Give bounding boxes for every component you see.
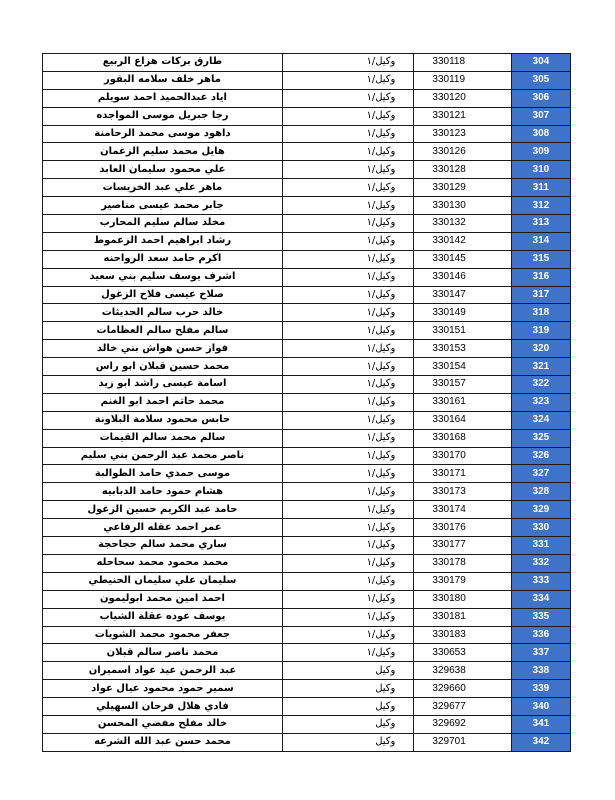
sequence-number-cell: 332	[511, 554, 570, 572]
service-number-cell: 330145	[414, 250, 511, 268]
sequence-number-cell: 317	[511, 286, 570, 304]
sequence-number-cell: 324	[511, 411, 570, 429]
service-number-cell: 330130	[414, 197, 511, 215]
table-row	[43, 250, 571, 268]
table-row	[43, 715, 571, 733]
personnel-table-body	[43, 54, 571, 752]
service-number-cell: 329638	[414, 662, 511, 680]
table-row	[43, 197, 571, 215]
sequence-number-cell: 336	[511, 626, 570, 644]
table-row	[43, 143, 571, 161]
name-cell: اشرف يوسف سليم بني سعيد	[43, 268, 283, 286]
name-cell: سالم محمد سالم القيمات	[43, 429, 283, 447]
service-number-cell: 330149	[414, 304, 511, 322]
table-row	[43, 662, 571, 680]
name-cell: خالد مفلح مفضي المحسن	[43, 715, 283, 733]
table-row	[43, 590, 571, 608]
service-number-cell: 330146	[414, 268, 511, 286]
name-cell: فادي هلال فرحان السهيلي	[43, 698, 283, 716]
table-row	[43, 232, 571, 250]
rank-cell: وكيل/١	[282, 89, 413, 107]
table-row	[43, 376, 571, 394]
sequence-number-cell: 311	[511, 179, 570, 197]
sequence-number-cell: 329	[511, 501, 570, 519]
table-row	[43, 161, 571, 179]
table-row	[43, 644, 571, 662]
sequence-number-cell: 327	[511, 465, 570, 483]
table-row	[43, 429, 571, 447]
service-number-cell: 330132	[414, 215, 511, 233]
sequence-number-cell: 330	[511, 519, 570, 537]
name-cell: جابر محمد عيسى مناصير	[43, 197, 283, 215]
rank-cell: وكيل/١	[282, 304, 413, 322]
table-row	[43, 572, 571, 590]
rank-cell: وكيل/١	[282, 340, 413, 358]
service-number-cell: 330170	[414, 447, 511, 465]
name-cell: عبد الرحمن عيد عواد اسميران	[43, 662, 283, 680]
rank-cell: وكيل/١	[282, 376, 413, 394]
table-row	[43, 501, 571, 519]
service-number-cell: 330118	[414, 54, 511, 72]
rank-cell: وكيل/١	[282, 537, 413, 555]
service-number-cell: 330174	[414, 501, 511, 519]
name-cell: سليمان علي سليمان الحنيطي	[43, 572, 283, 590]
service-number-cell: 330181	[414, 608, 511, 626]
sequence-number-cell: 341	[511, 715, 570, 733]
sequence-number-cell: 307	[511, 107, 570, 125]
table-row	[43, 71, 571, 89]
service-number-cell: 330129	[414, 179, 511, 197]
table-row	[43, 286, 571, 304]
service-number-cell: 330177	[414, 537, 511, 555]
service-number-cell: 330153	[414, 340, 511, 358]
sequence-number-cell: 306	[511, 89, 570, 107]
name-cell: هشام حمود حامد الدبابيه	[43, 483, 283, 501]
table-row	[43, 608, 571, 626]
name-cell: رشاد ابراهيم احمد الزعموط	[43, 232, 283, 250]
name-cell: موسى حمدي حامد الطوالبة	[43, 465, 283, 483]
rank-cell: وكيل/١	[282, 626, 413, 644]
sequence-number-cell: 323	[511, 393, 570, 411]
name-cell: سمير حمود محمود عيال عواد	[43, 680, 283, 698]
sequence-number-cell: 315	[511, 250, 570, 268]
table-row	[43, 268, 571, 286]
name-cell: خالد حرب سالم الحديثات	[43, 304, 283, 322]
table-row	[43, 54, 571, 72]
name-cell: سالم مفلح سالم العظامات	[43, 322, 283, 340]
rank-cell: وكيل/١	[282, 268, 413, 286]
rank-cell: وكيل/١	[282, 590, 413, 608]
table-row	[43, 733, 571, 751]
sequence-number-cell: 305	[511, 71, 570, 89]
table-row	[43, 179, 571, 197]
sequence-number-cell: 321	[511, 358, 570, 376]
name-cell: ناصر محمد عبد الرحمن بني سليم	[43, 447, 283, 465]
name-cell: هايل محمد سليم الزغمان	[43, 143, 283, 161]
rank-cell: وكيل	[282, 662, 413, 680]
personnel-table	[42, 53, 571, 752]
table-row	[43, 340, 571, 358]
rank-cell: وكيل/١	[282, 286, 413, 304]
name-cell: محمد حاتم احمد ابو الغنم	[43, 393, 283, 411]
service-number-cell: 330180	[414, 590, 511, 608]
service-number-cell: 330178	[414, 554, 511, 572]
service-number-cell: 330164	[414, 411, 511, 429]
name-cell: رجا جبريل موسى المواجده	[43, 107, 283, 125]
service-number-cell: 330653	[414, 644, 511, 662]
service-number-cell: 330157	[414, 376, 511, 394]
rank-cell: وكيل/١	[282, 483, 413, 501]
rank-cell: وكيل/١	[282, 161, 413, 179]
sequence-number-cell: 338	[511, 662, 570, 680]
name-cell: محمد ناصر سالم قبلان	[43, 644, 283, 662]
sequence-number-cell: 325	[511, 429, 570, 447]
sequence-number-cell: 331	[511, 537, 570, 555]
rank-cell: وكيل/١	[282, 572, 413, 590]
sequence-number-cell: 334	[511, 590, 570, 608]
rank-cell: وكيل/١	[282, 429, 413, 447]
rank-cell: وكيل/١	[282, 644, 413, 662]
table-row	[43, 447, 571, 465]
name-cell: داهود موسى محمد الرحامنة	[43, 125, 283, 143]
rank-cell: وكيل/١	[282, 107, 413, 125]
table-row	[43, 698, 571, 716]
service-number-cell: 330126	[414, 143, 511, 161]
rank-cell: وكيل/١	[282, 232, 413, 250]
service-number-cell: 329692	[414, 715, 511, 733]
rank-cell: وكيل	[282, 733, 413, 751]
name-cell: طارق بركات هزاع الربيع	[43, 54, 283, 72]
sequence-number-cell: 335	[511, 608, 570, 626]
sequence-number-cell: 318	[511, 304, 570, 322]
sequence-number-cell: 322	[511, 376, 570, 394]
name-cell: يوسف عوده عقلة الشياب	[43, 608, 283, 626]
name-cell: علي محمود سليمان العابد	[43, 161, 283, 179]
name-cell: محمد حسين قبلان ابو راس	[43, 358, 283, 376]
sequence-number-cell: 328	[511, 483, 570, 501]
rank-cell: وكيل/١	[282, 358, 413, 376]
rank-cell: وكيل/١	[282, 608, 413, 626]
rank-cell: وكيل/١	[282, 554, 413, 572]
service-number-cell: 330123	[414, 125, 511, 143]
rank-cell: وكيل	[282, 698, 413, 716]
sequence-number-cell: 313	[511, 215, 570, 233]
rank-cell: وكيل/١	[282, 143, 413, 161]
service-number-cell: 330173	[414, 483, 511, 501]
name-cell: عمر احمد عقله الرفاعي	[43, 519, 283, 537]
table-row	[43, 519, 571, 537]
service-number-cell: 330147	[414, 286, 511, 304]
service-number-cell: 330168	[414, 429, 511, 447]
name-cell: جعفر محمود محمد الشويات	[43, 626, 283, 644]
sequence-number-cell: 314	[511, 232, 570, 250]
sequence-number-cell: 316	[511, 268, 570, 286]
sequence-number-cell: 312	[511, 197, 570, 215]
service-number-cell: 330161	[414, 393, 511, 411]
service-number-cell: 330128	[414, 161, 511, 179]
table-row	[43, 358, 571, 376]
name-cell: محمد محمود محمد سحاحله	[43, 554, 283, 572]
sequence-number-cell: 304	[511, 54, 570, 72]
rank-cell: وكيل/١	[282, 71, 413, 89]
rank-cell: وكيل/١	[282, 501, 413, 519]
rank-cell: وكيل	[282, 680, 413, 698]
name-cell: فواز حسن هواش بني خالد	[43, 340, 283, 358]
sequence-number-cell: 340	[511, 698, 570, 716]
service-number-cell: 329701	[414, 733, 511, 751]
rank-cell: وكيل/١	[282, 250, 413, 268]
rank-cell: وكيل/١	[282, 125, 413, 143]
service-number-cell: 330176	[414, 519, 511, 537]
sequence-number-cell: 339	[511, 680, 570, 698]
rank-cell: وكيل/١	[282, 411, 413, 429]
service-number-cell: 329677	[414, 698, 511, 716]
sequence-number-cell: 342	[511, 733, 570, 751]
table-row	[43, 483, 571, 501]
service-number-cell: 330171	[414, 465, 511, 483]
sequence-number-cell: 309	[511, 143, 570, 161]
sequence-number-cell: 310	[511, 161, 570, 179]
name-cell: اياد عبدالحميد احمد سويلم	[43, 89, 283, 107]
sequence-number-cell: 337	[511, 644, 570, 662]
name-cell: مخلد سالم سليم المحارب	[43, 215, 283, 233]
rank-cell: وكيل	[282, 715, 413, 733]
service-number-cell: 330154	[414, 358, 511, 376]
sequence-number-cell: 320	[511, 340, 570, 358]
sequence-number-cell: 308	[511, 125, 570, 143]
table-row	[43, 393, 571, 411]
table-row	[43, 554, 571, 572]
name-cell: ماهر علي عبد الخريسات	[43, 179, 283, 197]
table-row	[43, 304, 571, 322]
service-number-cell: 330179	[414, 572, 511, 590]
table-row	[43, 411, 571, 429]
rank-cell: وكيل/١	[282, 215, 413, 233]
sequence-number-cell: 333	[511, 572, 570, 590]
name-cell: محمد حسن عبد الله الشرعه	[43, 733, 283, 751]
table-row	[43, 680, 571, 698]
name-cell: حابس محمود سلامة البلاونة	[43, 411, 283, 429]
rank-cell: وكيل/١	[282, 519, 413, 537]
name-cell: صلاح عيسى فلاح الزغول	[43, 286, 283, 304]
rank-cell: وكيل/١	[282, 54, 413, 72]
table-row	[43, 626, 571, 644]
rank-cell: وكيل/١	[282, 179, 413, 197]
table-row	[43, 537, 571, 555]
table-row	[43, 465, 571, 483]
name-cell: احمد امين محمد ابوليمون	[43, 590, 283, 608]
table-row	[43, 125, 571, 143]
service-number-cell: 330121	[414, 107, 511, 125]
rank-cell: وكيل/١	[282, 197, 413, 215]
name-cell: ماهر خلف سلامه البقور	[43, 71, 283, 89]
service-number-cell: 330183	[414, 626, 511, 644]
rank-cell: وكيل/١	[282, 322, 413, 340]
name-cell: اكرم حامد سعد الرواحنه	[43, 250, 283, 268]
service-number-cell: 330151	[414, 322, 511, 340]
table-row	[43, 107, 571, 125]
table-row	[43, 322, 571, 340]
rank-cell: وكيل/١	[282, 465, 413, 483]
service-number-cell: 330120	[414, 89, 511, 107]
sequence-number-cell: 319	[511, 322, 570, 340]
name-cell: ساري محمد سالم حجاحجة	[43, 537, 283, 555]
sequence-number-cell: 326	[511, 447, 570, 465]
name-cell: حامد عبد الكريم حسين الزغول	[43, 501, 283, 519]
rank-cell: وكيل/١	[282, 447, 413, 465]
rank-cell: وكيل/١	[282, 393, 413, 411]
table-row	[43, 89, 571, 107]
service-number-cell: 330142	[414, 232, 511, 250]
table-row	[43, 215, 571, 233]
service-number-cell: 329660	[414, 680, 511, 698]
service-number-cell: 330119	[414, 71, 511, 89]
name-cell: اسامة عيسى راشد ابو زيد	[43, 376, 283, 394]
